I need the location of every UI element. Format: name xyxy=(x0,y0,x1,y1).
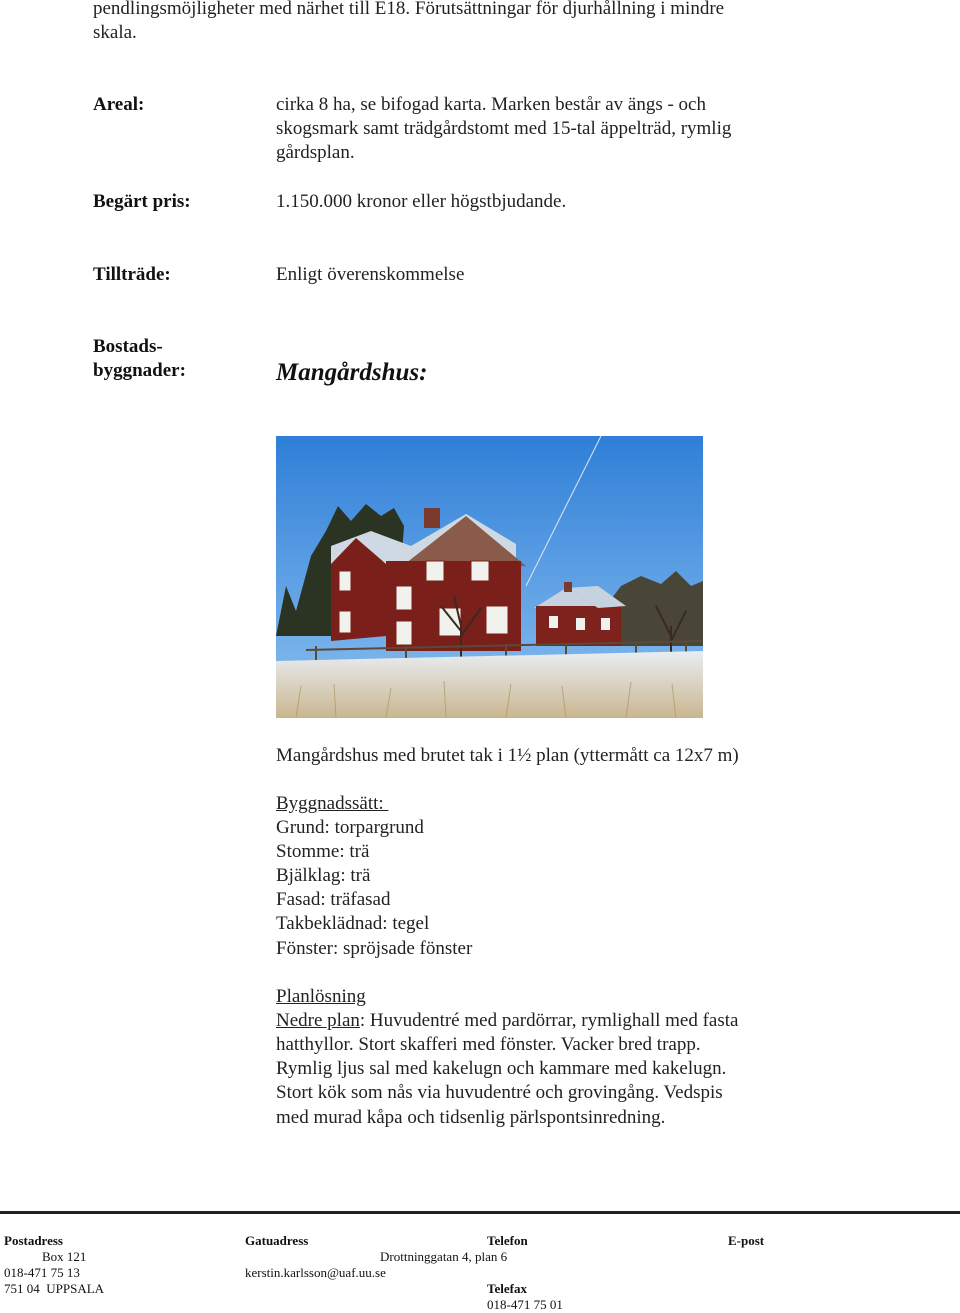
tilltrade-label: Tillträde: xyxy=(93,264,171,285)
bostad-label-line-1: Bostads- xyxy=(93,336,163,357)
nedre-plan-label: Nedre plan xyxy=(276,1010,360,1031)
byggnadssatt-item: Fasad: träfasad xyxy=(276,889,391,910)
footer-box: Box 121 xyxy=(42,1249,87,1264)
areal-line-2: skogsmark samt trädgårdstomt med 15-tal äppelträd, rymlig xyxy=(276,118,732,139)
planlosning-title: Planlösning xyxy=(276,986,366,1007)
pris-label: Begärt pris: xyxy=(93,191,191,212)
planlosning-line: Stort kök som nås via huvudentré och grovingång. Vedspis xyxy=(276,1082,723,1103)
nedre-plan-first-text: : Huvudentré med pardörrar, rymlighall med fasta xyxy=(359,1010,739,1031)
footer-street: Drottninggatan 4, plan 6 xyxy=(380,1249,508,1264)
footer-telefon-label: Telefon xyxy=(487,1233,528,1248)
bostad-label-line-2: byggnader: xyxy=(93,360,186,381)
footer-divider xyxy=(0,1211,960,1214)
areal-line-1: cirka 8 ha, se bifogad karta. Marken består av ängs - och xyxy=(276,94,706,115)
intro-line-1: pendlingsmöjligheter med närhet till E18. Förutsättningar för djurhållning i mindre xyxy=(93,0,725,19)
mangardshus-heading: Mangårdshus: xyxy=(276,359,428,386)
pris-value: 1.150.000 kronor eller högstbjudande. xyxy=(276,191,567,212)
byggnadssatt-item: Stomme: trä xyxy=(276,841,370,862)
intro-line-2: skala. xyxy=(93,22,137,43)
tilltrade-value: Enligt överenskommelse xyxy=(276,264,465,285)
footer-phone: 018-471 75 13 xyxy=(4,1265,80,1280)
footer-postal: 751 04 UPPSALA xyxy=(4,1281,105,1296)
byggnadssatt-item: Grund: torpargrund xyxy=(276,817,424,838)
byggnadssatt-item: Bjälklag: trä xyxy=(276,865,371,886)
farmhouse-photo xyxy=(276,436,703,718)
planlosning-line: med murad kåpa och tidsenlig pärlspontsinredning. xyxy=(276,1107,666,1128)
photo-caption: Mangårdshus med brutet tak i 1½ plan (yttermått ca 12x7 m) xyxy=(276,745,739,766)
planlosning-line: Rymlig ljus sal med kakelugn och kammare med kakelugn. xyxy=(276,1058,727,1079)
footer-epost-label: E-post xyxy=(728,1233,765,1248)
byggnadssatt-title: Byggnadssätt: xyxy=(276,793,389,814)
footer-email[interactable]: kerstin.karlsson@uaf.uu.se xyxy=(245,1265,386,1280)
footer-postadress-label: Postadress xyxy=(4,1233,63,1248)
byggnadssatt-item: Takbeklädnad: tegel xyxy=(276,913,430,934)
areal-label: Areal: xyxy=(93,94,145,115)
footer-telefax-label: Telefax xyxy=(487,1281,527,1296)
areal-line-3: gårdsplan. xyxy=(276,142,355,163)
byggnadssatt-item: Fönster: spröjsade fönster xyxy=(276,938,473,959)
planlosning-line: hatthyllor. Stort skafferi med fönster. Vacker bred trapp. xyxy=(276,1034,701,1055)
nedre-plan-line xyxy=(276,1009,738,1033)
footer-fax: 018-471 75 01 xyxy=(487,1297,563,1312)
footer-gatuadress-label: Gatuadress xyxy=(245,1233,309,1248)
